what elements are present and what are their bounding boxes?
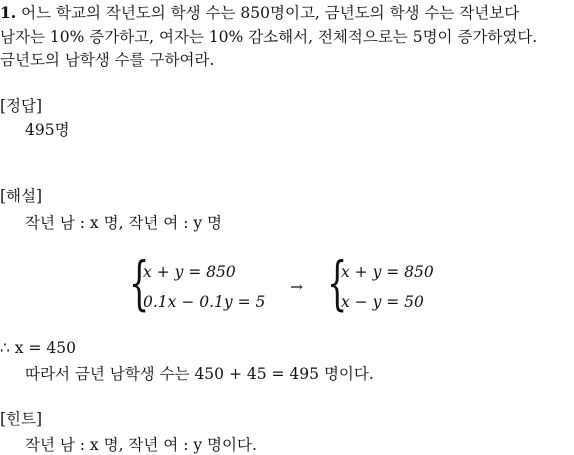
hint-heading: [힌트] [0, 410, 43, 428]
equation-1b: 0.1x − 0.1y = 5 [143, 293, 266, 311]
explanation-heading: [해설] [0, 187, 43, 205]
explanation-conclusion: 따라서 금년 남학생 수는 450 + 45 = 495 명이다. [25, 365, 374, 383]
equation-2b: x − y = 50 [341, 293, 424, 311]
answer-heading: [정답] [0, 97, 43, 115]
problem-line-1: 어느 학교의 작년도의 학생 수는 850명이고, 금년도의 학생 수는 작년보다 [21, 4, 520, 22]
left-brace: { [327, 249, 348, 317]
left-brace: { [129, 249, 150, 317]
hint-text: 작년 남 : x 명, 작년 여 : y 명이다. [25, 436, 257, 454]
equation-1a: x + y = 850 [143, 263, 236, 281]
problem-line-2: 남자는 10% 증가하고, 여자는 10% 감소해서, 전체적으로는 5명이 증가하였다. [0, 28, 538, 46]
equation-2a: x + y = 850 [341, 263, 434, 281]
problem-line-3: 금년도의 남학생 수를 구하여라. [0, 51, 215, 69]
explanation-setup: 작년 남 : x 명, 작년 여 : y 명 [25, 214, 222, 232]
answer-value: 495명 [25, 121, 70, 139]
explanation-result: ∴ x = 450 [0, 339, 76, 357]
implies-arrow: → [290, 278, 303, 296]
problem-number: 1. [0, 3, 17, 22]
